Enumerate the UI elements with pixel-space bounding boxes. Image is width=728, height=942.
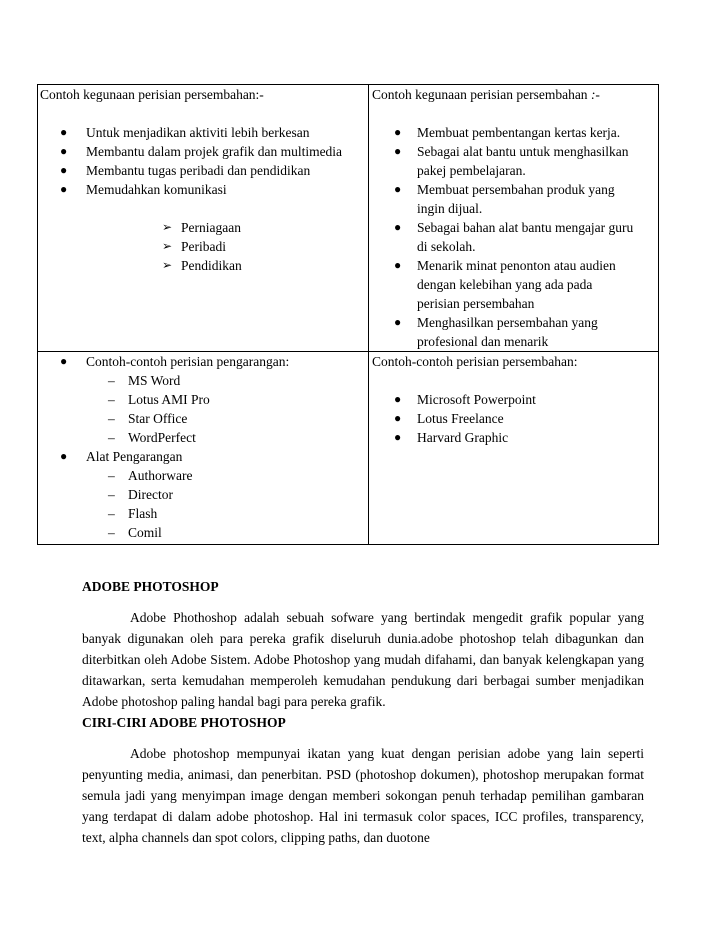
list-item: ● Alat Pengarangan [60, 449, 183, 464]
bullet-list [38, 447, 368, 466]
section-heading: CIRI-CIRI ADOBE PHOTOSHOP [82, 715, 286, 730]
bullet-icon: ● [394, 392, 402, 406]
dash-icon: – [108, 411, 115, 426]
list-item: – Comil [108, 525, 162, 540]
arrow-bullet-icon: ➢ [162, 258, 173, 272]
bullet-list [38, 352, 368, 371]
dash-icon: – [108, 487, 115, 502]
list-item: ● Sebagai bahan alat bantu mengajar guru di sekolah. [394, 220, 634, 254]
list-item: – Authorware [108, 468, 193, 483]
arrow-bullet-icon: ➢ [162, 220, 173, 234]
section-paragraph: Adobe photoshop mempunyai ikatan yang kuat dengan perisian adobe yang lain seperti penyunting media, animasi, dan penerbitan. PSD (photoshop dokumen), photoshop merupakan format semula jadi yang menyimpan image dengan memberi sokongan penuh terhadap pemilihan gambaran yang terdapat di dalam adobe photoshop. Hal ini termasuk color spaces, ICC profiles, transparency, text, alpha channels dan spot colors, clipping paths, dan duotone [82, 746, 644, 845]
list-item: – Star Office [108, 411, 188, 426]
bullet-icon: ● [394, 144, 402, 158]
list-item: – WordPerfect [108, 430, 196, 445]
arrow-bullet-icon: ➢ [162, 239, 173, 253]
list-item: ● Sebagai alat bantu untuk menghasilkan pakej pembelajaran. [394, 144, 629, 178]
dash-list [38, 371, 368, 447]
dash-icon: – [108, 373, 115, 388]
list-item: ● Menghasilkan persembahan yang profesional dan menarik [394, 315, 598, 349]
arrow-list [38, 218, 368, 275]
list-item: ● Microsoft Powerpoint [394, 392, 536, 407]
bullet-icon: ● [60, 163, 68, 177]
bullet-list [369, 390, 658, 447]
list-item: – Lotus AMI Pro [108, 392, 210, 407]
section-paragraph: Adobe Phothoshop adalah sebuah sofware yang bertindak mengedit grafik popular yang banyak digunakan oleh para pereka grafik diseluruh dunia.adobe photoshop telah dibagunkan dan diterbitkan oleh Adobe Sistem. Adobe Photoshop yang mudah difahami, dan banyak kelengkapan yang ditawarkan, serta kemudahan memperoleh kemudahan pendukung dari berbagai sumber menjadikan Adobe photoshop paling handal bagi para pereka grafik. [82, 610, 644, 709]
bullet-icon: ● [60, 144, 68, 158]
dash-icon: – [108, 430, 115, 445]
cell-header: Contoh kegunaan perisian persembahan:- [40, 87, 264, 102]
comparison-table [37, 84, 659, 545]
list-item: – Director [108, 487, 173, 502]
bullet-icon: ● [394, 430, 402, 444]
bullet-icon: ● [60, 182, 68, 196]
list-item: – Flash [108, 506, 158, 521]
cell-uses-presentation [369, 85, 659, 352]
list-item: ● Membuat pembentangan kertas kerja. [394, 125, 621, 140]
dash-icon: – [108, 392, 115, 407]
bullet-icon: ● [60, 125, 68, 139]
bullet-icon: ● [60, 354, 68, 368]
list-item: ● Contoh-contoh perisian pengarangan: [60, 354, 290, 369]
bullet-list [38, 123, 368, 199]
list-item: ● Membantu dalam projek grafik dan multimedia [60, 144, 343, 159]
bullet-icon: ● [394, 258, 402, 272]
dash-icon: – [108, 525, 115, 540]
list-item: – MS Word [108, 373, 181, 388]
bullet-icon: ● [394, 411, 402, 425]
bullet-icon: ● [394, 182, 402, 196]
cell-authoring-examples [38, 352, 369, 545]
cell-header: Contoh-contoh perisian persembahan: [372, 354, 578, 369]
list-item: ● Membantu tugas peribadi dan pendidikan [60, 163, 311, 178]
bullet-icon: ● [60, 449, 68, 463]
dash-list [38, 466, 368, 542]
bullet-icon: ● [394, 220, 402, 234]
list-item: ● Memudahkan komunikasi [60, 182, 227, 197]
section-ciri-ciri [82, 712, 644, 848]
section-adobe-photoshop [82, 576, 644, 712]
section-heading: ADOBE PHOTOSHOP [82, 579, 219, 594]
dash-icon: – [108, 506, 115, 521]
list-item: ● Membuat persembahan produk yang ingin dijual. [394, 182, 615, 216]
list-item: ➢ Pendidikan [162, 258, 242, 273]
dash-icon: – [108, 468, 115, 483]
list-item: ➢ Perniagaan [162, 220, 241, 235]
cell-uses-authoring [38, 85, 369, 352]
bullet-icon: ● [394, 125, 402, 139]
bullet-list [369, 123, 658, 351]
cell-header: Contoh kegunaan perisian persembahan :- [372, 87, 600, 102]
list-item: ● Untuk menjadikan aktiviti lebih berkesan [60, 125, 310, 140]
list-item: ● Lotus Freelance [394, 411, 504, 426]
bullet-icon: ● [394, 315, 402, 329]
list-item: ● Menarik minat penonton atau audien dengan kelebihan yang ada pada perisian persembahan [394, 258, 616, 311]
list-item: ➢ Peribadi [162, 239, 226, 254]
list-item: ● Harvard Graphic [394, 430, 509, 445]
cell-presentation-examples [369, 352, 659, 545]
